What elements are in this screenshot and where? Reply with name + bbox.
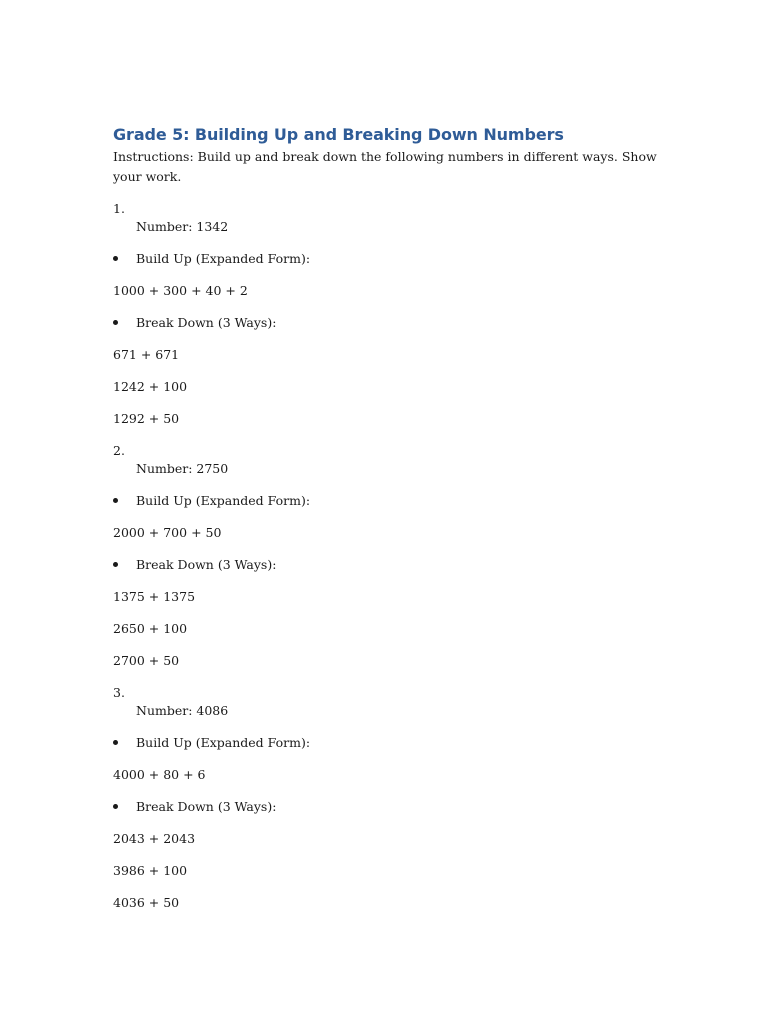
bullet-icon	[113, 320, 118, 325]
break-down-way: 2043 + 2043	[113, 831, 196, 846]
break-down-label: Break Down (3 Ways):	[136, 557, 277, 572]
problem-3	[113, 683, 658, 913]
instructions-text: Instructions: Build up and break down the following numbers in different ways. Show your work.	[113, 149, 657, 184]
break-down-way: 4036 + 50	[113, 895, 180, 910]
bullet-icon	[113, 256, 118, 261]
break-down-way: 671 + 671	[113, 347, 180, 362]
problem-marker: 3.	[113, 685, 125, 700]
build-up-label: Build Up (Expanded Form):	[136, 735, 311, 750]
build-up-label: Build Up (Expanded Form):	[136, 251, 311, 266]
build-up-item	[113, 491, 658, 511]
number-label: Number: 4086	[136, 703, 229, 718]
bullet-icon	[113, 804, 118, 809]
bullet-icon	[113, 562, 118, 567]
break-down-label: Break Down (3 Ways):	[136, 799, 277, 814]
bullet-icon	[113, 498, 118, 503]
number-label: Number: 2750	[136, 461, 229, 476]
break-down-item	[113, 555, 658, 575]
expanded-form: 1000 + 300 + 40 + 2	[113, 283, 248, 298]
document-title: Grade 5: Building Up and Breaking Down Numbers	[113, 125, 564, 144]
break-down-way: 1292 + 50	[113, 411, 180, 426]
number-label: Number: 1342	[136, 219, 229, 234]
break-down-way: 1242 + 100	[113, 379, 188, 394]
problem-1	[113, 199, 658, 429]
break-down-item	[113, 797, 658, 817]
problem-marker: 2.	[113, 443, 125, 458]
build-up-item	[113, 733, 658, 753]
break-down-label: Break Down (3 Ways):	[136, 315, 277, 330]
problem-2	[113, 441, 658, 671]
problem-marker: 1.	[113, 201, 125, 216]
break-down-way: 3986 + 100	[113, 863, 188, 878]
break-down-item	[113, 313, 658, 333]
expanded-form: 4000 + 80 + 6	[113, 767, 206, 782]
break-down-way: 2650 + 100	[113, 621, 188, 636]
build-up-item	[113, 249, 658, 269]
build-up-label: Build Up (Expanded Form):	[136, 493, 311, 508]
break-down-way: 1375 + 1375	[113, 589, 196, 604]
break-down-way: 2700 + 50	[113, 653, 180, 668]
bullet-icon	[113, 740, 118, 745]
document-page	[113, 123, 658, 913]
expanded-form: 2000 + 700 + 50	[113, 525, 222, 540]
